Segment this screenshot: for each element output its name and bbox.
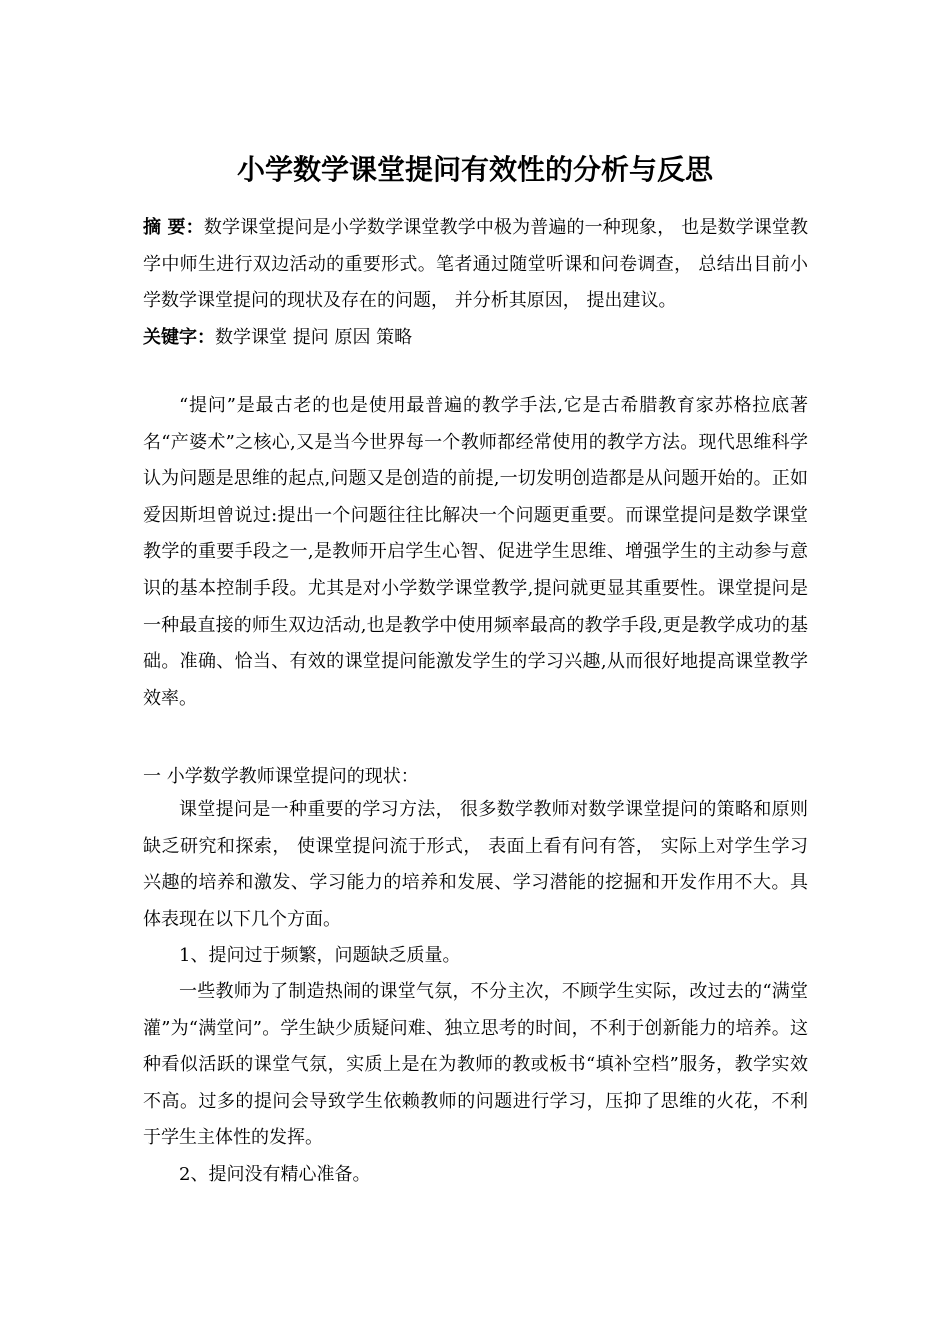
list-item-heading: 2、提问没有精心准备。 bbox=[179, 1164, 371, 1185]
intro-paragraph: “提问”是最古老的也是使用最普遍的教学手法,它是古希腊教育家苏格拉底著名“产婆术”之核心,又是当今世界每一个教师都经常使用的教学方法。现代思维科学认为问题是思维的起点,问题又是创造的前提,一切发明创造都是从问题开始的。正如爱因斯坦曾说过:提出一个问题往往比解决一个问题更重要。而课堂提问是数学课堂教学的重要手段之一,是教师开启学生心智、促进学生思维、增强学生的主动参与意识的基本控制手段。尤其是对小学数学课堂教学,提问就更显其重要性。课堂提问是一种最直接的师生双边活动,也是教学中使用频率最高的教学手段,更是教学成功的基础。准确、恰当、有效的课堂提问能激发学生的学习兴趣,从而很好地提高课堂教学效率。 bbox=[143, 395, 808, 709]
document-title: 小学数学课堂提问有效性的分析与反思 bbox=[236, 153, 713, 186]
keywords-label: 关键字： bbox=[143, 327, 215, 348]
abstract-text: 数学课堂提问是小学数学课堂教学中极为普遍的一种现象， 也是数学课堂教学中师生进行双边活动的重要形式。笔者通过随堂听课和问卷调查， 总结出目前小学数学课堂提问的现状及存在的问题， 并分析其原因， 提出建议。 bbox=[143, 217, 808, 312]
list-item-paragraph: 一些教师为了制造热闹的课堂气氛，不分主次，不顾学生实际，改过去的“满堂灌”为“满堂问”。学生缺少质疑问难、独立思考的时间，不利于创新能力的培养。这种看似活跃的课堂气氛，实质上是在为教师的教或板书“填补空档”服务，教学实效不高。过多的提问会导致学生依赖教师的问题进行学习，压抑了思维的火花，不利于学生主体性的发挥。 bbox=[143, 981, 808, 1149]
keywords-line bbox=[143, 320, 808, 357]
list-item-heading: 1、提问过于频繁，问题缺乏质量。 bbox=[179, 945, 461, 966]
keywords-text: 数学课堂 提问 原因 策略 bbox=[215, 327, 413, 348]
section-heading: 一 小学数学教师课堂提问的现状： bbox=[143, 766, 419, 787]
section-paragraph: 课堂提问是一种重要的学习方法， 很多数学教师对数学课堂提问的策略和原则缺乏研究和探索， 使课堂提问流于形式， 表面上看有问有答， 实际上对学生学习兴趣的培养和激发、学习能力的培养和发展、学习潜能的挖掘和开发作用不大。具体表现在以下几个方面。 bbox=[143, 799, 808, 930]
abstract-label: 摘 要： bbox=[143, 217, 204, 238]
abstract-paragraph bbox=[143, 210, 808, 320]
